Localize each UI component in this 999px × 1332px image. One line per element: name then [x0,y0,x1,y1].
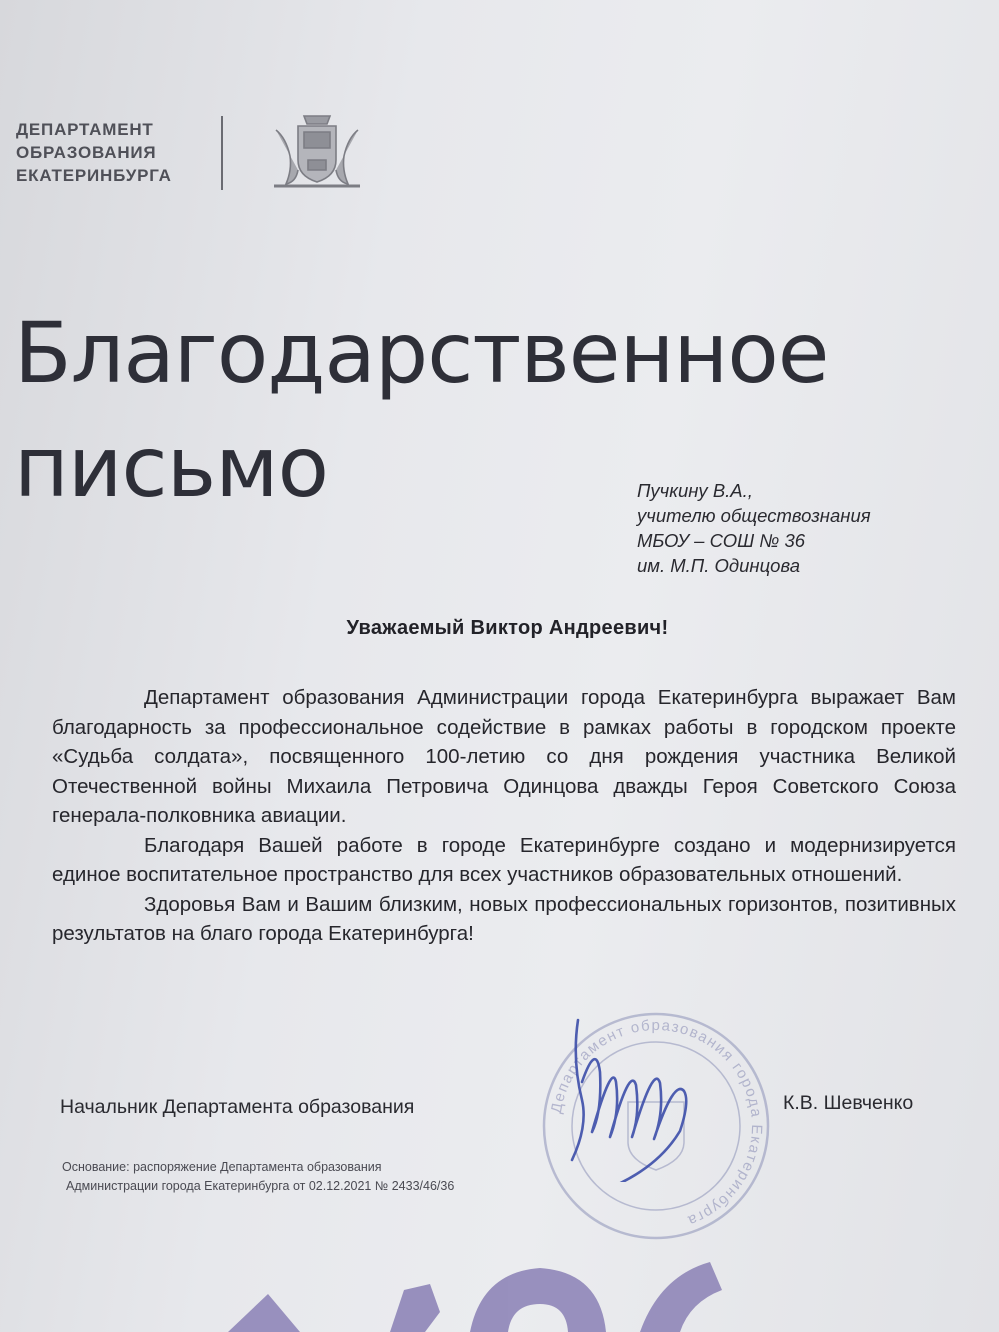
addressee-name: Пучкину В.А., [637,480,753,501]
handwritten-signature [548,1012,708,1182]
signer-position: Начальник Департамента образования [60,1096,415,1118]
department-name-line-3: ЕКАТЕРИНБУРГА [16,166,172,185]
letter-body [52,683,956,949]
header-divider [221,116,223,190]
title-line-2: письмо [14,418,328,516]
addressee-block [637,478,977,578]
coat-of-arms-icon [268,110,366,192]
addressee-school-name: им. М.П. Одинцова [637,555,800,576]
decorative-logo-fragment [0,1232,999,1332]
addressee-position: учителю обществознания [637,505,871,526]
department-name-line-2: ОБРАЗОВАНИЯ [16,143,157,162]
signer-name: К.В. Шевченко [783,1092,914,1114]
basis-line-1: Основание: распоряжение Департамента образования [62,1160,382,1174]
stamp-text: Департамент образования города Екатеринбурга [547,1016,766,1230]
document-basis [62,1158,454,1196]
salutation-text: Уважаемый Виктор Андреевич! [346,617,669,639]
basis-line-2: Администрации города Екатеринбурга от 02.12.2021 № 2433/46/36 [66,1179,455,1193]
addressee-school: МБОУ – СОШ № 36 [637,530,806,551]
body-paragraph-3: Здоровья Вам и Вашим близким, новых профессиональных горизонтов, позитивных результатов на благо города Екатеринбурга! [52,892,956,945]
title-line-1: Благодарственное [14,304,829,402]
department-name [16,118,216,187]
body-paragraph-1: Департамент образования Администрации города Екатеринбурга выражает Вам благодарность за профессиональное содействие в рамках работы в городском проекте «Судьба солдата», посвященного 100-летию со дня рождения участника Великой Отечественной войны Михаила Петровича Одинцова дважды Героя Советского Союза генерала-полковника авиации. [52,686,956,827]
salutation [0,617,999,640]
department-name-line-1: ДЕПАРТАМЕНТ [16,120,154,139]
body-paragraph-2: Благодаря Вашей работе в городе Екатеринбурге создано и модернизируется единое воспитательное пространство для всех участников образовательных отношений. [52,833,956,886]
